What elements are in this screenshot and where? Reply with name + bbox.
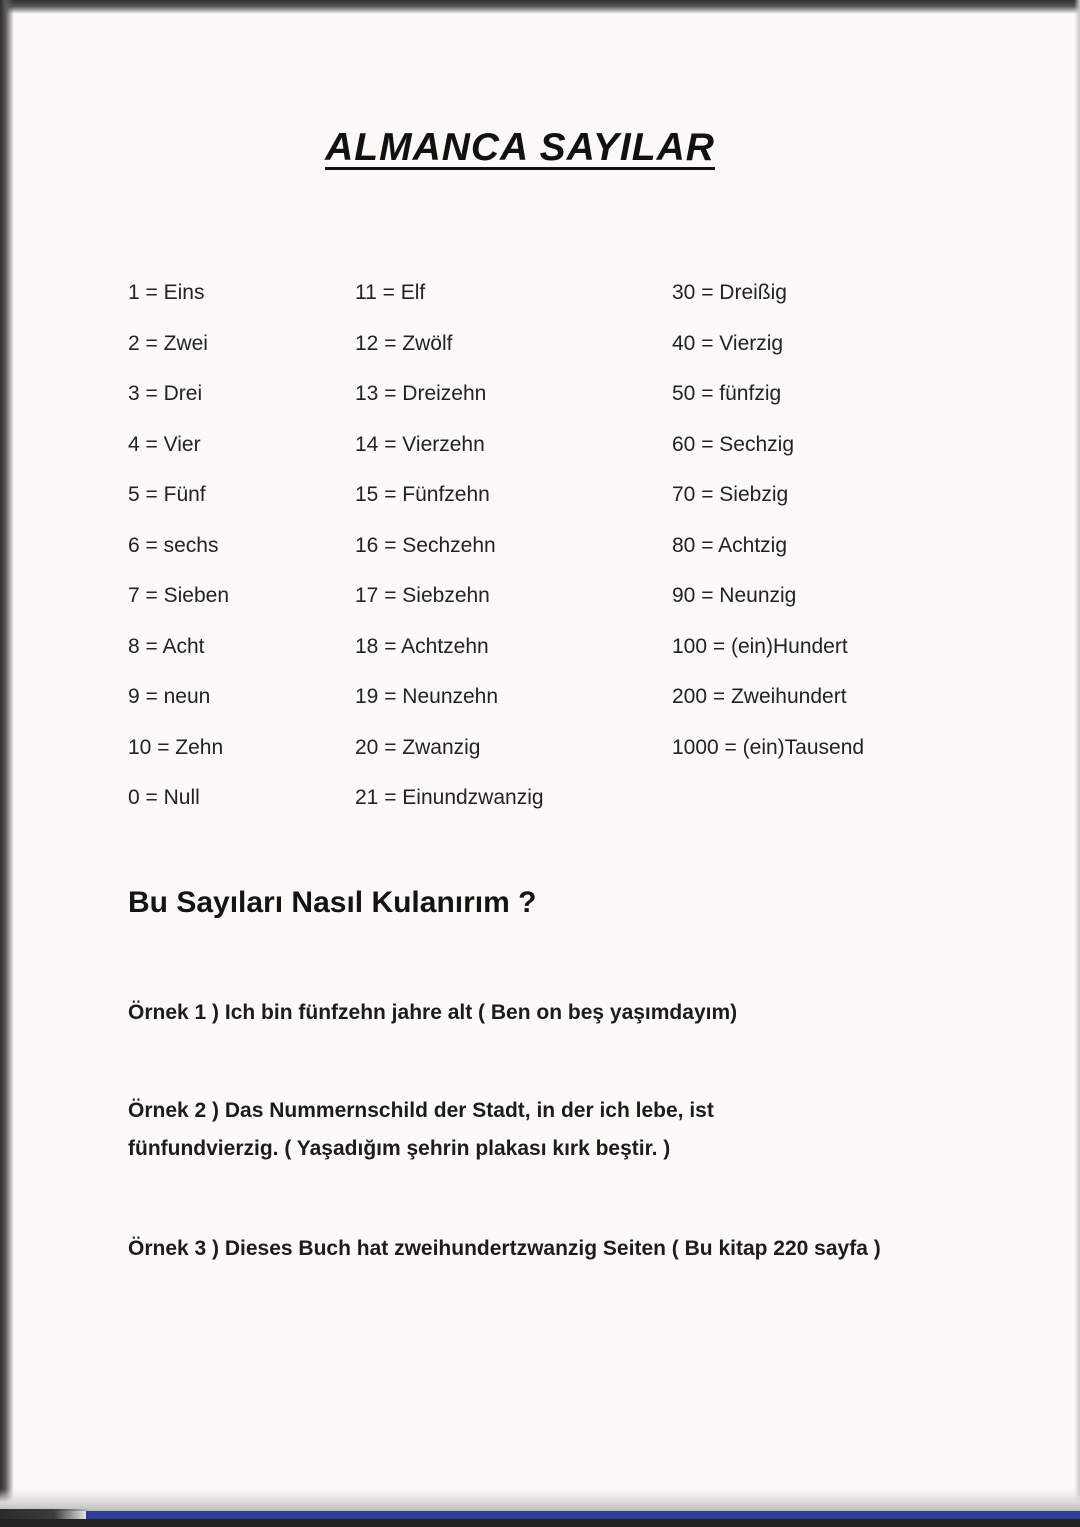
number-list-item: 50 = fünfzig [672,382,782,405]
number-list-item: 7 = Sieben [128,584,230,607]
page-edge-bottom-shadow [0,1489,1080,1511]
number-list-item: 10 = Zehn [128,735,224,759]
page-edge-right [1074,0,1080,1527]
number-list-item: 40 = Vierzig [672,331,784,355]
number-list-item: 0 = Null [128,786,200,809]
number-list-item: 30 = Dreißig [672,281,787,304]
number-list-item: 5 = Fünf [128,483,206,506]
page-edge-top [0,0,1080,14]
number-list-item: 1000 = (ein)Tausend [672,735,865,759]
number-list-item: 13 = Dreizehn [355,382,487,405]
number-list-item: 8 = Acht [128,634,205,658]
number-list-item: 60 = Sechzig [672,432,795,456]
number-list-item: 18 = Achtzehn [355,634,489,658]
number-list-item: 2 = Zwei [128,331,208,355]
number-list-item: 16 = Sechzehn [355,533,496,557]
number-list-item: 19 = Neunzehn [355,685,499,708]
number-list-item: 11 = Elf [355,281,426,304]
number-list-item: 90 = Neunzig [672,584,797,607]
page-edge-left [0,0,14,1527]
example-paragraph-2: Örnek 2 ) Das Nummernschild der Stadt, in der ich lebe, ist fünfundvierzig. ( Yaşadığım şehrin plakası kırk beştir. ) [128,1099,714,1160]
number-list-item: 4 = Vier [128,432,201,456]
number-list-item: 80 = Achtzig [672,533,787,557]
number-list-item: 3 = Drei [128,382,203,405]
number-list-item: 9 = neun [128,685,211,708]
number-list-item: 14 = Vierzehn [355,432,485,456]
number-column-tens [672,268,864,773]
example-paragraph-1: Örnek 1 ) Ich bin fünfzehn jahre alt ( Ben on beş yaşımdayım) [128,1001,738,1024]
number-list-item: 100 = (ein)Hundert [672,634,848,658]
section-heading: Bu Sayıları Nasıl Kulanırım ? [128,886,537,919]
page-edge-bottom [0,1519,1080,1527]
number-list-item: 200 = Zweihundert [672,685,847,708]
number-column-ones [128,268,229,824]
number-list-item: 1 = Eins [128,281,205,304]
number-list-item: 17 = Siebzehn [355,584,490,607]
number-list-item: 15 = Fünfzehn [355,483,490,506]
number-list-item: 6 = sechs [128,533,219,557]
page-title: ALMANCA SAYILAR [325,126,715,169]
number-column-teens [355,268,544,824]
number-list-item: 70 = Siebzig [672,483,789,506]
number-list-item: 20 = Zwanzig [355,735,481,759]
number-list-item: 12 = Zwölf [355,331,453,355]
number-list-item: 21 = Einundzwanzig [355,786,544,809]
example-paragraph-3: Örnek 3 ) Dieses Buch hat zweihundertzwanzig Seiten ( Bu kitap 220 sayfa ) [128,1237,881,1260]
